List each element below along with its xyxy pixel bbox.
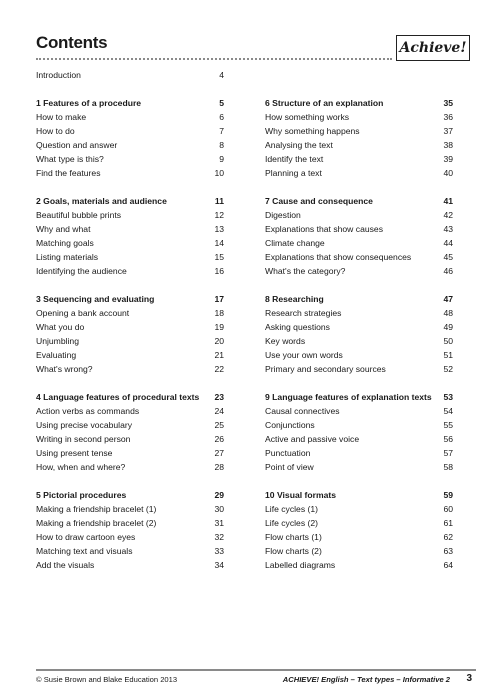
toc-entry-label: Climate change (265, 238, 325, 248)
toc-intro-row[interactable] (36, 68, 226, 82)
section-heading-label: 1 Features of a procedure (36, 98, 142, 108)
toc-entry-label: What's wrong? (36, 364, 93, 374)
toc-entry-page: 50 (443, 336, 453, 346)
toc-entry[interactable] (36, 138, 226, 152)
section-heading-label: 5 Pictorial procedures (36, 490, 127, 500)
toc-entry-label: Analysing the text (265, 140, 333, 150)
toc-section-heading[interactable] (36, 488, 226, 502)
toc-entry[interactable] (265, 404, 455, 418)
section-heading-page: 29 (214, 490, 224, 500)
toc-entry-label: Question and answer (36, 140, 118, 150)
title-dotted-rule (36, 58, 392, 60)
toc-entry-label: Research strategies (265, 308, 342, 318)
toc-entry-label: Conjunctions (265, 420, 315, 430)
section-heading-label: 6 Structure of an explanation (265, 98, 384, 108)
toc-entry-label: Explanations that show consequences (265, 252, 412, 262)
toc-entry[interactable] (265, 334, 455, 348)
toc-entry-label: Planning a text (265, 168, 322, 178)
toc-entry[interactable] (36, 264, 226, 278)
toc-entry-page: 13 (214, 224, 224, 234)
toc-entry[interactable] (265, 152, 455, 166)
toc-entry-page: 34 (214, 560, 224, 570)
toc-entry-page: 39 (443, 154, 453, 164)
toc-section-heading[interactable] (265, 390, 455, 404)
toc-entry-page: 48 (443, 308, 453, 318)
section-heading-page: 23 (214, 392, 224, 402)
toc-entry-label: Find the features (36, 168, 101, 178)
toc-entry-label: How to draw cartoon eyes (36, 532, 136, 542)
toc-entry[interactable] (265, 208, 455, 222)
toc-section-heading[interactable] (36, 390, 226, 404)
toc-entry[interactable] (36, 446, 226, 460)
section-heading-page: 53 (443, 392, 453, 402)
toc-entry-page: 31 (214, 518, 224, 528)
toc-entry-page: 18 (214, 308, 224, 318)
section-heading-label: 2 Goals, materials and audience (36, 196, 167, 206)
toc-entry[interactable] (265, 236, 455, 250)
toc-entry-page: 32 (214, 532, 224, 542)
toc-entry-label: Opening a bank account (36, 308, 130, 318)
toc-entry-page: 16 (214, 266, 224, 276)
toc-entry-label: Why and what (36, 224, 91, 234)
toc-entry-label: Life cycles (2) (265, 518, 319, 528)
toc-entry[interactable] (36, 544, 226, 558)
toc-entry[interactable] (265, 306, 455, 320)
toc-intro-page: 4 (219, 70, 224, 80)
toc-entry[interactable] (265, 460, 455, 474)
toc-entry-label: Life cycles (1) (265, 504, 319, 514)
toc-entry-page: 24 (214, 406, 224, 416)
toc-entry-page: 7 (219, 126, 224, 136)
toc-entry-label: Identifying the audience (36, 266, 127, 276)
toc-entry-page: 63 (443, 546, 453, 556)
section-heading-page: 59 (443, 490, 453, 500)
toc-entry[interactable] (265, 222, 455, 236)
toc-entry-label: Using precise vocabulary (36, 420, 133, 430)
toc-entry-label: Use your own words (265, 350, 343, 360)
toc-entry[interactable] (36, 404, 226, 418)
toc-entry-label: Identify the text (265, 154, 324, 164)
page-number: 3 (466, 673, 472, 684)
toc-entry-page: 58 (443, 462, 453, 472)
section-heading-page: 35 (443, 98, 453, 108)
toc-entry[interactable] (265, 348, 455, 362)
toc-entry[interactable] (36, 306, 226, 320)
toc-entry-label: Add the visuals (36, 560, 95, 570)
section-heading-page: 11 (214, 196, 224, 206)
section-heading-label: 8 Researching (265, 294, 324, 304)
toc-entry[interactable] (36, 236, 226, 250)
toc-entry[interactable] (265, 166, 455, 180)
toc-entry-label: Evaluating (36, 350, 77, 360)
toc-entry-page: 22 (214, 364, 224, 374)
toc-entry-label: Action verbs as commands (36, 406, 140, 416)
toc-entry[interactable] (36, 124, 226, 138)
toc-entry-page: 45 (443, 252, 453, 262)
toc-entry-page: 55 (443, 420, 453, 430)
toc-entry-page: 51 (443, 350, 453, 360)
section-heading-page: 5 (219, 98, 224, 108)
toc-entry-page: 15 (214, 252, 224, 262)
toc-entry-page: 6 (219, 112, 224, 122)
toc-entry-page: 37 (443, 126, 453, 136)
toc-entry[interactable] (265, 558, 455, 572)
toc-entry-page: 12 (214, 210, 224, 220)
toc-entry-page: 52 (443, 364, 453, 374)
toc-entry-label: Writing in second person (36, 434, 131, 444)
section-heading-label: 7 Cause and consequence (265, 196, 373, 206)
toc-entry-page: 49 (443, 322, 453, 332)
toc-entry[interactable] (36, 250, 226, 264)
toc-entry[interactable] (36, 418, 226, 432)
toc-entry-page: 14 (214, 238, 224, 248)
toc-entry-page: 56 (443, 434, 453, 444)
toc-entry-page: 9 (219, 154, 224, 164)
toc-entry-page: 38 (443, 140, 453, 150)
toc-entry[interactable] (36, 432, 226, 446)
toc-entry-label: Using present tense (36, 448, 113, 458)
toc-entry-label: How to do (36, 126, 75, 136)
toc-entry[interactable] (36, 530, 226, 544)
section-heading-page: 17 (214, 294, 224, 304)
toc-entry-page: 60 (443, 504, 453, 514)
toc-entry-page: 36 (443, 112, 453, 122)
toc-entry-label: Unjumbling (36, 336, 79, 346)
toc-entry-label: Point of view (265, 462, 314, 472)
toc-entry[interactable] (36, 222, 226, 236)
toc-entry-page: 62 (443, 532, 453, 542)
toc-entry[interactable] (36, 110, 226, 124)
toc-section-heading[interactable] (265, 292, 455, 306)
toc-section-heading[interactable] (36, 292, 226, 306)
toc-entry-label: Digestion (265, 210, 301, 220)
toc-entry-label: Matching text and visuals (36, 546, 133, 556)
toc-entry-page: 64 (443, 560, 453, 570)
toc-entry-page: 25 (214, 420, 224, 430)
toc-entry[interactable] (36, 166, 226, 180)
toc-entry-page: 40 (443, 168, 453, 178)
toc-entry-page: 30 (214, 504, 224, 514)
toc-entry-page: 19 (214, 322, 224, 332)
toc-section-heading[interactable] (265, 194, 455, 208)
section-heading-label: 9 Language features of explanation texts (265, 392, 432, 402)
toc-section-heading[interactable] (265, 96, 455, 110)
toc-entry-label: Flow charts (2) (265, 546, 322, 556)
toc-entry[interactable] (265, 432, 455, 446)
toc-entry[interactable] (36, 460, 226, 474)
toc-entry[interactable] (36, 334, 226, 348)
section-heading-label: 3 Sequencing and evaluating (36, 294, 155, 304)
toc-entry-page: 33 (214, 546, 224, 556)
toc-entry-page: 21 (214, 350, 224, 360)
toc-entry-label: Punctuation (265, 448, 311, 458)
toc-entry-label: What's the category? (265, 266, 346, 276)
toc-entry-label: Matching goals (36, 238, 94, 248)
toc-entry-label: Causal connectives (265, 406, 340, 416)
section-heading-label: 4 Language features of procedural texts (36, 392, 200, 402)
toc-entry[interactable] (36, 208, 226, 222)
section-heading-page: 47 (443, 294, 453, 304)
toc-entry-page: 20 (214, 336, 224, 346)
toc-entry[interactable] (265, 124, 455, 138)
toc-entry[interactable] (265, 362, 455, 376)
toc-entry-label: Asking questions (265, 322, 330, 332)
toc-entry[interactable] (265, 544, 455, 558)
toc-entry[interactable] (265, 516, 455, 530)
toc-entry[interactable] (36, 152, 226, 166)
toc-entry[interactable] (265, 264, 455, 278)
toc-intro-label: Introduction (36, 70, 81, 80)
toc-entry-page: 8 (219, 140, 224, 150)
toc-section-heading[interactable] (36, 96, 226, 110)
footer-copyright: © Susie Brown and Blake Education 2013 (36, 675, 178, 684)
toc-entry[interactable] (265, 418, 455, 432)
toc-entry-page: 10 (214, 168, 224, 178)
toc-entry-label: Primary and secondary sources (265, 364, 386, 374)
toc-entry-page: 28 (214, 462, 224, 472)
toc-entry-label: Why something happens (265, 126, 360, 136)
toc-entry-label: Flow charts (1) (265, 532, 322, 542)
toc-entry[interactable] (265, 446, 455, 460)
toc-entry-label: Making a friendship bracelet (2) (36, 518, 157, 528)
toc-entry-page: 43 (443, 224, 453, 234)
toc-entry-label: How, when and where? (36, 462, 126, 472)
toc-entry-page: 54 (443, 406, 453, 416)
toc-entry-label: Active and passive voice (265, 434, 360, 444)
toc-entry[interactable] (265, 110, 455, 124)
toc-entry[interactable] (265, 320, 455, 334)
toc-entry[interactable] (36, 362, 226, 376)
page-title: Contents (36, 33, 108, 52)
toc-entry-label: What type is this? (36, 154, 104, 164)
toc-entry-label: What you do (36, 322, 85, 332)
toc-entry[interactable] (36, 348, 226, 362)
toc-entry-label: Listing materials (36, 252, 99, 262)
toc-entry-page: 46 (443, 266, 453, 276)
toc-entry[interactable] (36, 502, 226, 516)
toc-entry[interactable] (36, 516, 226, 530)
toc-section-heading[interactable] (36, 194, 226, 208)
toc-entry-page: 26 (214, 434, 224, 444)
toc-entry-label: How something works (265, 112, 350, 122)
toc-entry-page: 44 (443, 238, 453, 248)
toc-entry-label: Labelled diagrams (265, 560, 336, 570)
footer-series-title: ACHIEVE! English – Text types – Informative 2 (282, 675, 450, 684)
toc-entry-page: 57 (443, 448, 453, 458)
toc-entry-label: Explanations that show causes (265, 224, 383, 234)
toc-entry-label: Beautiful bubble prints (36, 210, 122, 220)
toc-entry-label: Making a friendship bracelet (1) (36, 504, 157, 514)
section-heading-page: 41 (443, 196, 453, 206)
toc-entry-label: How to make (36, 112, 87, 122)
toc-entry[interactable] (265, 502, 455, 516)
toc-entry[interactable] (265, 250, 455, 264)
toc-entry-page: 61 (443, 518, 453, 528)
footer-rule (36, 669, 476, 671)
toc-entry-page: 27 (214, 448, 224, 458)
toc-entry[interactable] (265, 138, 455, 152)
toc-entry-page: 42 (443, 210, 453, 220)
toc-section-heading[interactable] (265, 488, 455, 502)
toc-entry[interactable] (36, 558, 226, 572)
toc-entry[interactable] (36, 320, 226, 334)
achieve-logo: Achieve! (396, 35, 470, 61)
section-heading-label: 10 Visual formats (265, 490, 337, 500)
toc-entry-label: Key words (265, 336, 306, 346)
toc-entry[interactable] (265, 530, 455, 544)
